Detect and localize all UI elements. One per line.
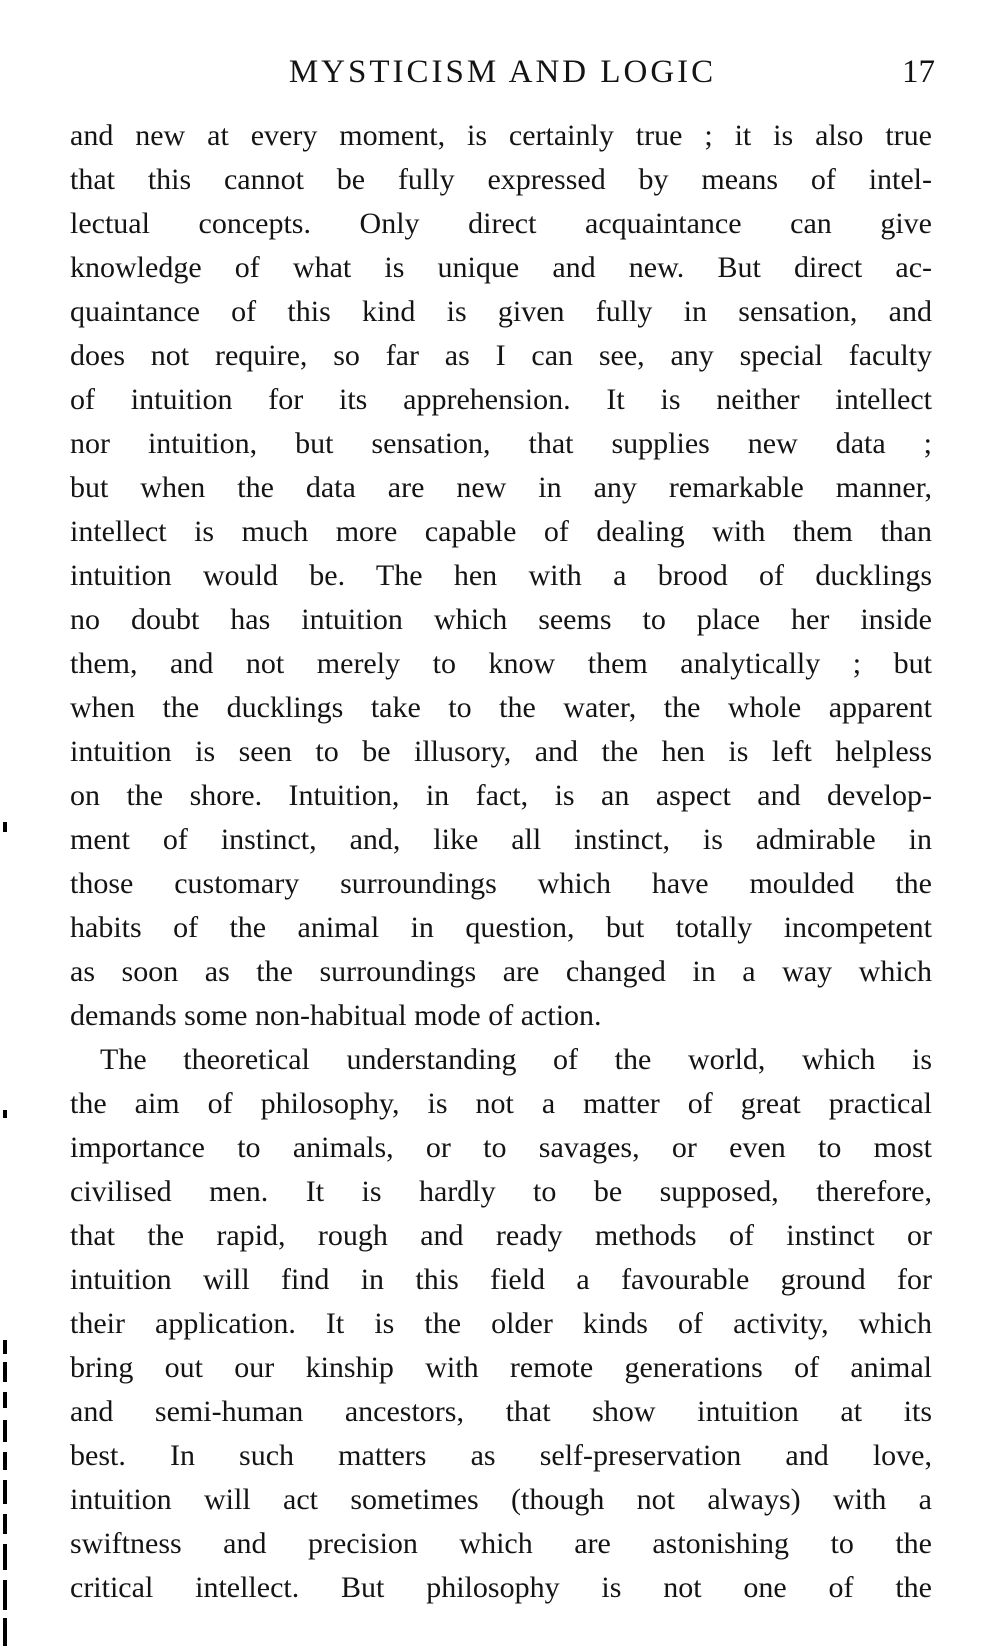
- scan-mark: [3, 1452, 7, 1470]
- text-line: on the shore. Intuition, in fact, is an aspect and develop-: [70, 779, 932, 812]
- paragraph-1: [70, 114, 932, 1038]
- scan-mark: [3, 1420, 7, 1442]
- text-line: critical intellect. But philosophy is not one of the: [70, 1571, 932, 1604]
- text-line: intuition will find in this field a favourable ground for: [70, 1263, 932, 1296]
- scan-mark: [3, 822, 7, 832]
- text-line: intuition is seen to be illusory, and the hen is left helpless: [70, 735, 932, 768]
- text-line: ment of instinct, and, like all instinct, is admirable in: [70, 823, 932, 856]
- text-line: lectual concepts. Only direct acquaintance can give: [70, 207, 932, 240]
- text-line: those customary surroundings which have moulded the: [70, 867, 932, 900]
- scan-mark: [3, 1618, 7, 1646]
- page-number: 17: [902, 54, 935, 90]
- text-line: of intuition for its apprehension. It is neither intellect: [70, 383, 932, 416]
- text-line: knowledge of what is unique and new. But direct ac-: [70, 251, 932, 284]
- running-head-title: MYSTICISM AND LOGIC: [288, 54, 717, 90]
- scan-mark: [3, 1580, 7, 1610]
- text-line: importance to animals, or to savages, or even to most: [70, 1131, 932, 1164]
- scan-mark: [3, 1362, 7, 1382]
- text-line: nor intuition, but sensation, that supplies new data ;: [70, 427, 932, 460]
- text-line: swiftness and precision which are astonishing to the: [70, 1527, 932, 1560]
- scan-mark: [3, 1110, 7, 1118]
- text-line: that the rapid, rough and ready methods of instinct or: [70, 1219, 932, 1252]
- text-line: as soon as the surroundings are changed in a way which: [70, 955, 932, 988]
- scan-mark: [3, 1392, 7, 1408]
- scan-mark: [3, 1480, 7, 1504]
- scan-mark: [3, 1514, 7, 1534]
- text-line: intuition will act sometimes (though not always) with a: [70, 1483, 932, 1516]
- text-line: them, and not merely to know them analytically ; but: [70, 647, 932, 680]
- text-line: when the ducklings take to the water, the whole apparent: [70, 691, 932, 724]
- text-line: does not require, so far as I can see, any special faculty: [70, 339, 932, 372]
- text-line: intuition would be. The hen with a brood of ducklings: [70, 559, 932, 592]
- text-line: that this cannot be fully expressed by means of intel-: [70, 163, 932, 196]
- scan-mark: [3, 1340, 7, 1354]
- text-line: but when the data are new in any remarkable manner,: [70, 471, 932, 504]
- text-line: the aim of philosophy, is not a matter of great practical: [70, 1087, 932, 1120]
- text-line: their application. It is the older kinds of activity, which: [70, 1307, 932, 1340]
- text-line: civilised men. It is hardly to be supposed, therefore,: [70, 1175, 932, 1208]
- text-line: no doubt has intuition which seems to place her inside: [70, 603, 932, 636]
- text-line: quaintance of this kind is given fully in sensation, and: [70, 295, 932, 328]
- text-line: and semi-human ancestors, that show intuition at its: [70, 1395, 932, 1428]
- text-line: habits of the animal in question, but totally incompetent: [70, 911, 932, 944]
- running-head: [70, 50, 935, 94]
- text-line: The theoretical understanding of the world, which is: [100, 1043, 932, 1076]
- text-line: demands some non-habitual mode of action.: [70, 999, 602, 1032]
- body-text: [70, 114, 932, 1610]
- scan-edge-artifacts: [0, 0, 14, 1652]
- paragraph-2: [70, 1038, 932, 1610]
- text-line: and new at every moment, is certainly true ; it is also true: [70, 119, 932, 152]
- text-line: intellect is much more capable of dealing with them than: [70, 515, 932, 548]
- text-line: best. In such matters as self-preservation and love,: [70, 1439, 932, 1472]
- text-line: bring out our kinship with remote generations of animal: [70, 1351, 932, 1384]
- scan-mark: [3, 1544, 7, 1570]
